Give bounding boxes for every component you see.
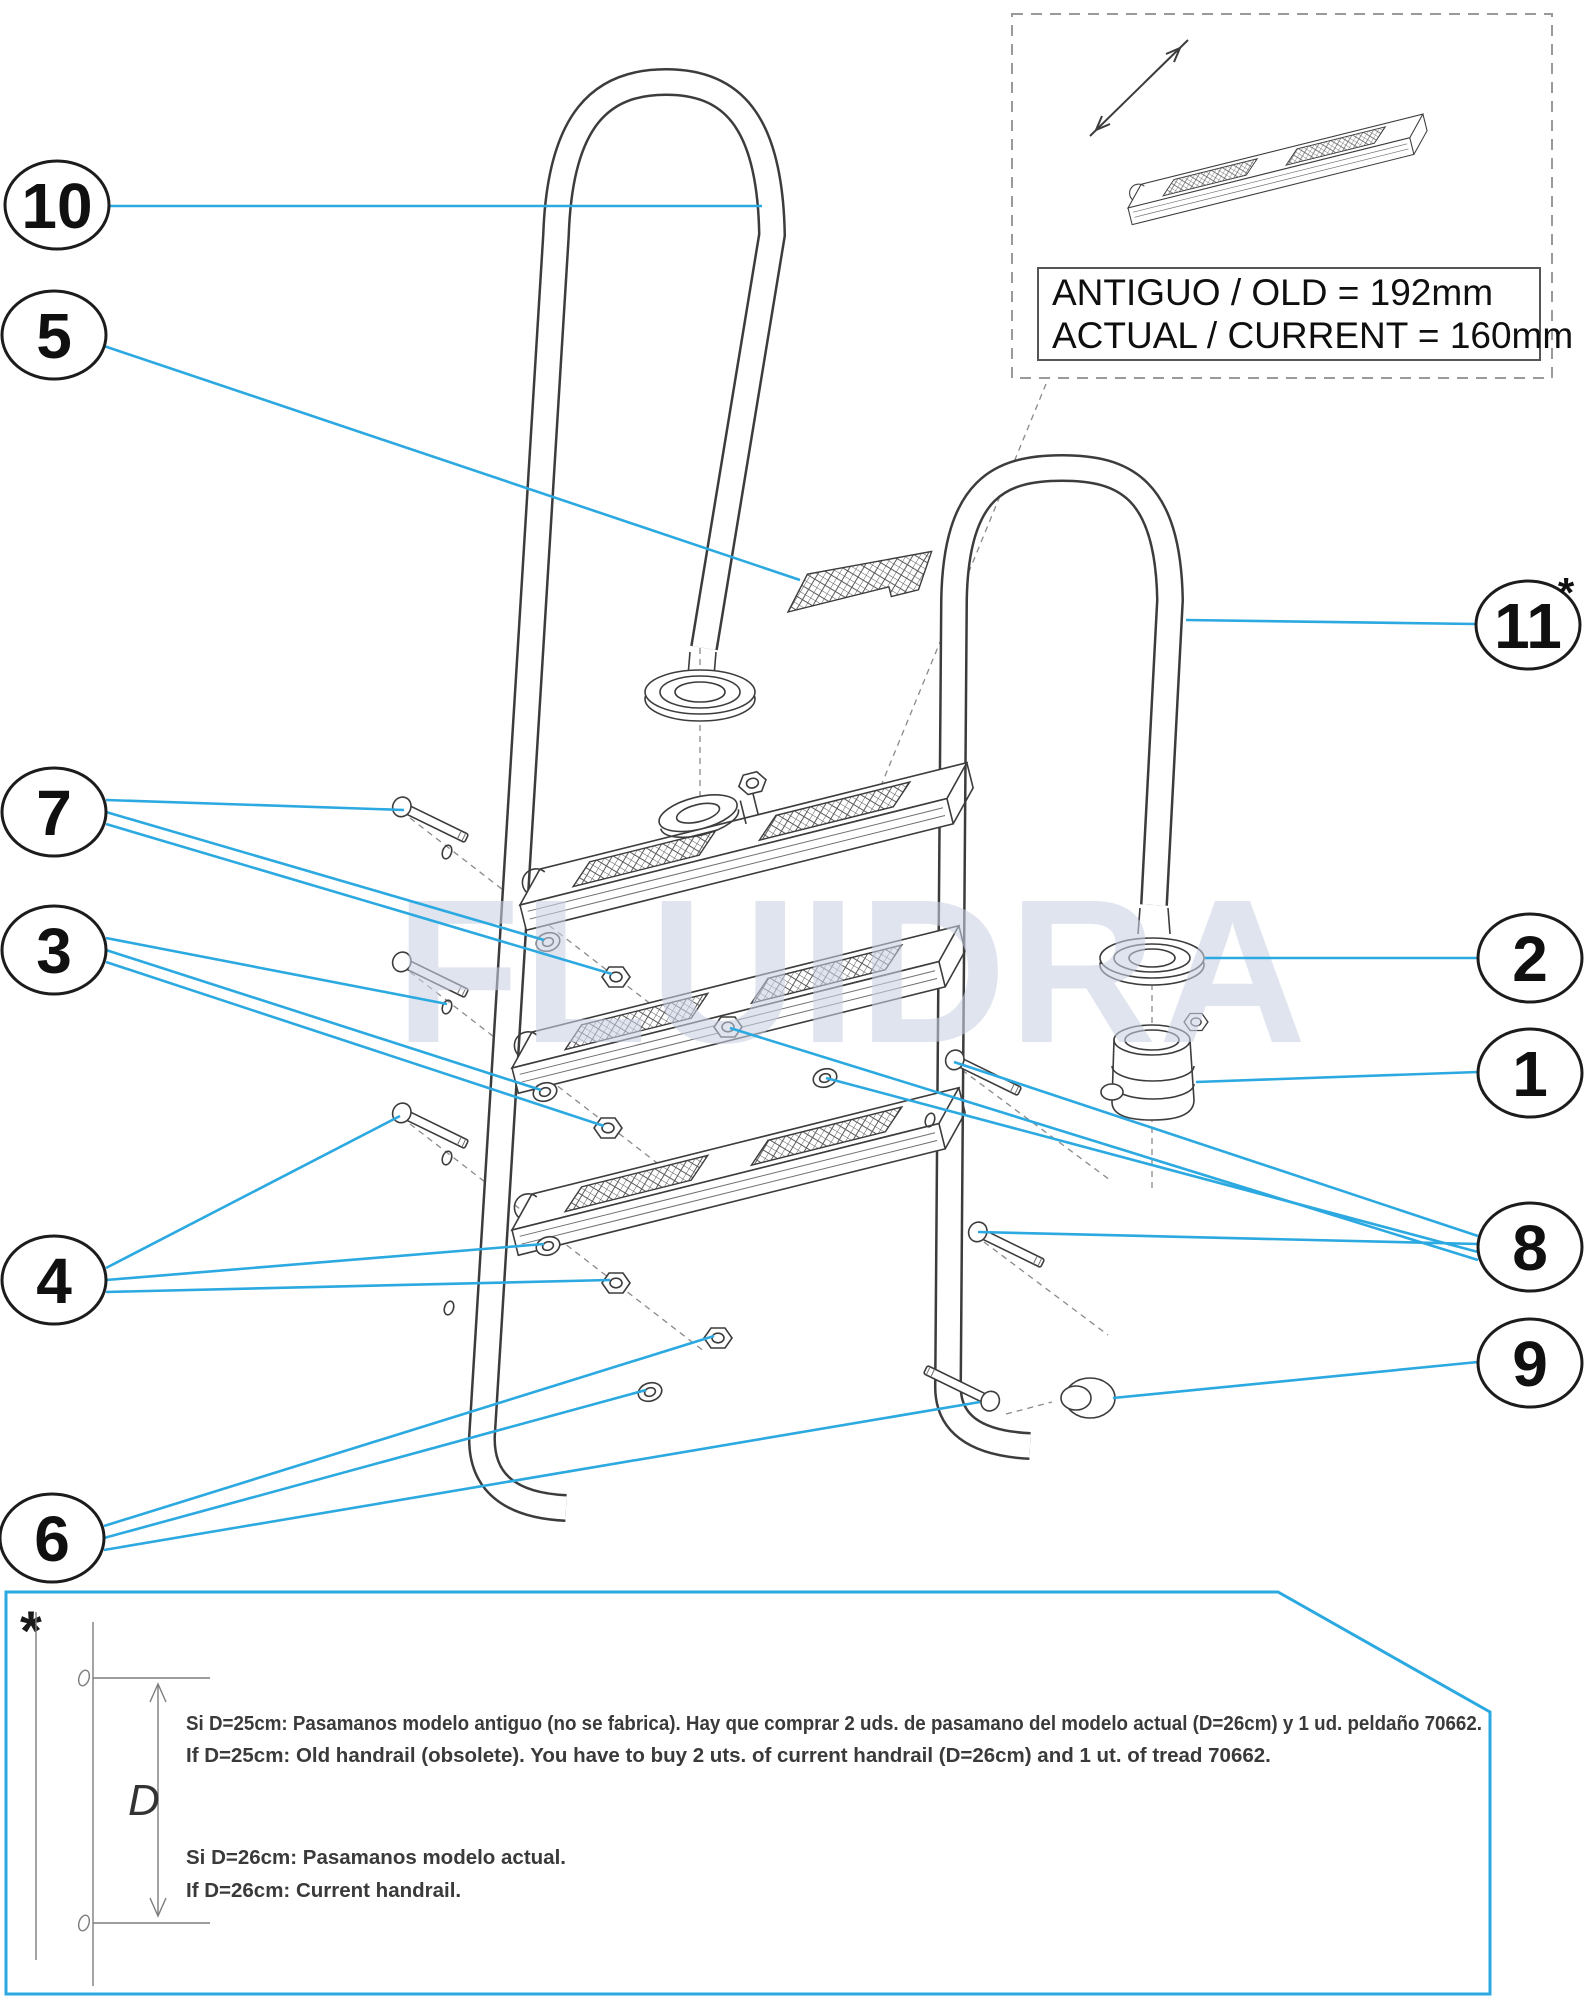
dimension-d-label: D [128, 1776, 160, 1825]
detail-tread-drawing [1090, 40, 1432, 225]
leader-line [104, 346, 800, 580]
leader-line [104, 1402, 980, 1550]
note-d25-en: If D=25cm: Old handrail (obsolete). You have to buy 2 uts. of current handrail (D=26cm) and 1 ut. of tread 70662. [186, 1744, 1271, 1767]
svg-text:11: 11 [1494, 590, 1562, 662]
note-d26-es: Si D=26cm: Pasamanos modelo actual. [186, 1846, 566, 1869]
leader-line [106, 1116, 400, 1268]
svg-text:8: 8 [1512, 1212, 1548, 1284]
leader-line [1113, 1362, 1478, 1398]
note-d26-en: If D=26cm: Current handrail. [186, 1879, 462, 1902]
nut [602, 1273, 630, 1293]
callout-4 [2, 1236, 106, 1324]
svg-text:2: 2 [1512, 923, 1548, 995]
footnote-asterisk: * [20, 1599, 42, 1662]
footnote-border [6, 1592, 1490, 1994]
svg-text:10: 10 [21, 170, 93, 242]
callout-5 [2, 291, 106, 379]
d-dimension-sketch [36, 1612, 210, 1986]
bolt [389, 1100, 471, 1153]
footnote-box [6, 1592, 1490, 1994]
callout-3 [2, 906, 106, 994]
fluidra-watermark: FLUIDRA [395, 857, 1309, 1086]
leader-line [954, 1062, 1478, 1236]
nut [594, 1118, 622, 1138]
callout-11 [1476, 569, 1580, 669]
end-cap [1061, 1378, 1115, 1418]
leader-line [1186, 620, 1476, 624]
note-d25-es: Si D=25cm: Pasamanos modelo antiguo (no se fabrica). Hay que comprar 2 uds. de pasamano del modelo actual (D=26cm) y 1 ud. peldaño 70662. [186, 1712, 1482, 1735]
svg-text:7: 7 [36, 777, 72, 849]
leader-line [106, 800, 404, 810]
grip-pad [780, 544, 940, 622]
callout-1 [1478, 1029, 1582, 1117]
svg-text:5: 5 [36, 300, 72, 372]
callout-7 [2, 768, 106, 856]
callout-8 [1478, 1203, 1582, 1291]
svg-text:3: 3 [36, 915, 72, 987]
dimension-arrow [1090, 40, 1188, 136]
left-handrail [482, 82, 772, 1508]
svg-text:6: 6 [34, 1503, 70, 1575]
dimension-old: ANTIGUO / OLD = 192mm [1052, 272, 1494, 313]
bolt [965, 1219, 1047, 1272]
dimension-current: ACTUAL / CURRENT = 160mm [1052, 315, 1574, 356]
svg-text:9: 9 [1512, 1328, 1548, 1400]
bolt [389, 794, 471, 847]
callout-2 [1478, 914, 1582, 1002]
leader-line [106, 1280, 610, 1292]
callout-9 [1478, 1319, 1582, 1407]
detail-inset [1012, 14, 1573, 378]
callout-11-asterisk: * [1557, 569, 1575, 616]
callout-10 [5, 161, 109, 249]
callout-6 [0, 1494, 104, 1582]
svg-text:1: 1 [1512, 1038, 1548, 1110]
tread-bottom [504, 1086, 972, 1255]
svg-text:4: 4 [36, 1245, 72, 1317]
